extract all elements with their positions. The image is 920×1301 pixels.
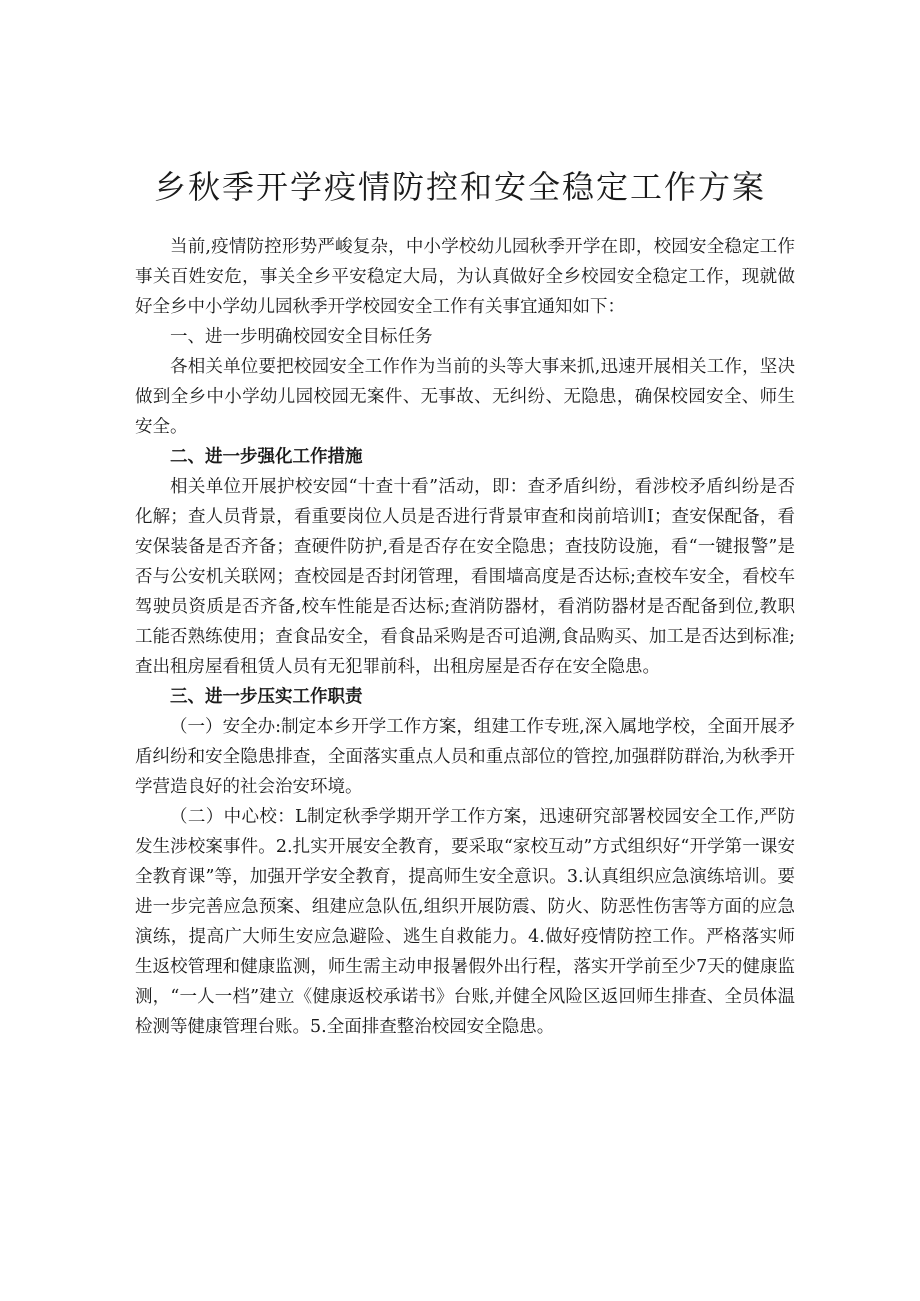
section-heading-3: 三、进一步压实工作职责 — [170, 687, 363, 707]
section-heading-1: 一、进一步明确校园安全目标任务 — [170, 327, 433, 347]
paragraph-intro: 当前,疫情防控形势严峻复杂，中小学校幼儿园秋季开学在即，校园安全稳定工作事关百姓安危，事关全乡平安稳定大局，为认真做好全乡校园安全稳定工作，现就做好全乡中小学幼儿园秋季开学校园安全工作有关事宜通知如下： — [135, 237, 795, 317]
paragraph-central-school: （二）中心校：L制定秋季学期开学工作方案，迅速研究部署校园安全工作,严防发生涉校案事件。2.扎实开展安全教育，要采取“家校互动”方式组织好“开学第一课安全教育课”等，加强开学安全教育，提高师生安全意识。3.认真组织应急演练培训。要进一步完善应急预案、组建应急队伍,组织开展防震、防火、防恶性伤害等方面的应急演练，提高广大师生安应急避险、逃生自救能力。4.做好疫情防控工作。严格落实师生返校管理和健康监测，师生需主动申报暑假外出行程，落实开学前至少7天的健康监测，“一人一档”建立《健康返校承诺书》台账,并健全风险区返回师生排查、全员体温检测等健康管理台账。5.全面排查整治校园安全隐患。 — [135, 807, 795, 1037]
document-title: 乡秋季开学疫情防控和安全稳定工作方案 — [153, 168, 766, 206]
paragraph-section-2: 相关单位开展护校安园“十查十看”活动，即：查矛盾纠纷，看涉校矛盾纠纷是否化解；查人员背景，看重要岗位人员是否进行背景审查和岗前培训I；查安保配备，看安保装备是否齐备；查硬件防护,看是否存在安全隐患；查技防设施，看“一键报警”是否与公安机关联网；查校园是否封闭管理，看围墙高度是否达标;查校车安全，看校车驾驶员资质是否齐备,校车性能是否达标;查消防器材，看消防器材是否配备到位,教职工能否熟练使用；查食品安全，看食品采购是否可追溯,食品购买、加工是否达到标准;查出租房屋看租赁人员有无犯罪前科，出租房屋是否存在安全隐患。 — [135, 477, 795, 677]
section-heading-2: 二、进一步强化工作措施 — [170, 447, 363, 467]
paragraph-section-1: 各相关单位要把校园安全工作作为当前的头等大事来抓,迅速开展相关工作，坚决做到全乡中小学幼儿园校园无案件、无事故、无纠纷、无隐患，确保校园安全、师生安全。 — [135, 357, 795, 437]
paragraph-safety-office: （一）安全办:制定本乡开学工作方案，组建工作专班,深入属地学校，全面开展矛盾纠纷和安全隐患排查，全面落实重点人员和重点部位的管控,加强群防群治,为秋季开学营造良好的社会治安环境。 — [135, 717, 795, 797]
document-body — [135, 232, 795, 1042]
